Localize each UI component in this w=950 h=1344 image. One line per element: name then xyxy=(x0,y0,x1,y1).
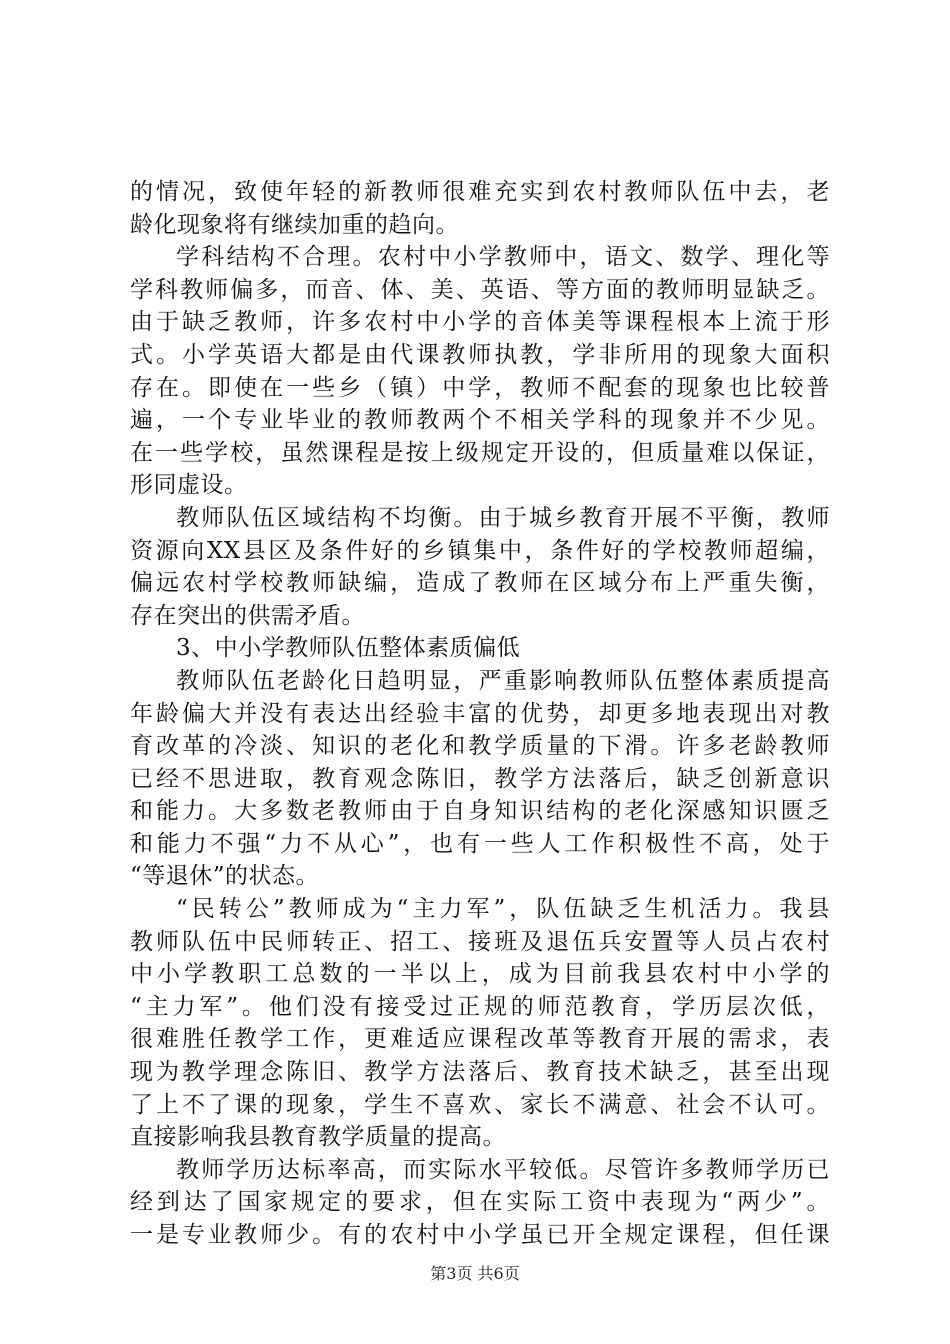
text-line: 由于缺乏教师，许多农村中小学的音体美等课程根本上流于形 xyxy=(130,309,830,336)
text-line: 龄化现象将有继续加重的趋向。 xyxy=(130,211,459,238)
document-body xyxy=(130,176,830,1252)
text-line: 学科教师偏多，而音、体、美、英语、等方面的教师明显缺乏。 xyxy=(130,276,830,303)
text-line: 年龄偏大并没有表达出经验丰富的优势，却更多地表现出对教 xyxy=(130,700,830,727)
text-line: 存在突出的供需矛盾。 xyxy=(130,602,365,629)
text-line: 存在。即使在一些乡（镇）中学，教师不配套的现象也比较普 xyxy=(130,374,830,401)
text-line: 教师学历达标率高，而实际水平较低。尽管许多教师学历已 xyxy=(176,1156,830,1183)
text-line: 教师队伍中民师转正、招工、接班及退伍兵安置等人员占农村 xyxy=(130,928,830,955)
text-line: 偏远农村学校教师缺编，造成了教师在区域分布上严重失衡， xyxy=(130,570,830,597)
text-line: 资源向XX县区及条件好的乡镇集中，条件好的学校教师超编， xyxy=(130,537,830,564)
text-line: 很难胜任教学工作，更难适应课程改革等教育开展的需求，表 xyxy=(130,1026,830,1053)
text-line: 教师队伍老龄化日趋明显，严重影响教师队伍整体素质提高 xyxy=(176,667,830,694)
text-line: 已经不思进取，教育观念陈旧，教学方法落后，缺乏创新意识 xyxy=(130,765,830,792)
text-line: “民转公”教师成为“主力军”，队伍缺乏生机活力。我县 xyxy=(176,896,830,923)
text-line: 学科结构不合理。农村中小学教师中，语文、数学、理化等 xyxy=(176,244,830,271)
text-line: “主力军”。他们没有接受过正规的师范教育，学历层次低， xyxy=(130,993,830,1020)
text-line: 在一些学校，虽然课程是按上级规定开设的，但质量难以保证， xyxy=(130,439,830,466)
text-line: 式。小学英语大都是由代课教师执教，学非所用的现象大面积 xyxy=(130,341,830,368)
text-line: “等退休”的状态。 xyxy=(130,863,320,890)
text-line: 中小学教职工总数的一半以上，成为目前我县农村中小学的 xyxy=(130,961,830,988)
text-line: 的情况，致使年轻的新教师很难充实到农村教师队伍中去，老 xyxy=(130,179,830,205)
section-heading: 3、中小学教师队伍整体素质偏低 xyxy=(176,635,521,662)
text-line: 遍，一个专业毕业的教师教两个不相关学科的现象并不少见。 xyxy=(130,407,830,434)
text-line: 经到达了国家规定的要求，但在实际工资中表现为“两少”。 xyxy=(130,1189,830,1216)
text-line: 了上不了课的现象，学生不喜欢、家长不满意、社会不认可。 xyxy=(130,1091,830,1118)
text-line: 直接影响我县教育教学质量的提高。 xyxy=(130,1124,506,1151)
text-line: 教师队伍区域结构不均衡。由于城乡教育开展不平衡，教师 xyxy=(176,504,830,531)
text-line: 和能力不强“力不从心”，也有一些人工作积极性不高，处于 xyxy=(130,830,830,857)
text-line: 和能力。大多数老教师由于自身知识结构的老化深感知识匮乏 xyxy=(130,798,830,825)
text-line: 现为教学理念陈旧、教学方法落后、教育技术缺乏，甚至出现 xyxy=(130,1059,830,1086)
text-line: 形同虚设。 xyxy=(130,472,248,499)
text-line: 一是专业教师少。有的农村中小学虽已开全规定课程，但任课 xyxy=(130,1222,830,1248)
page-number-footer: 第3页 共6页 xyxy=(430,1264,520,1283)
text-line: 育改革的冷淡、知识的老化和教学质量的下滑。许多老龄教师 xyxy=(130,733,830,760)
